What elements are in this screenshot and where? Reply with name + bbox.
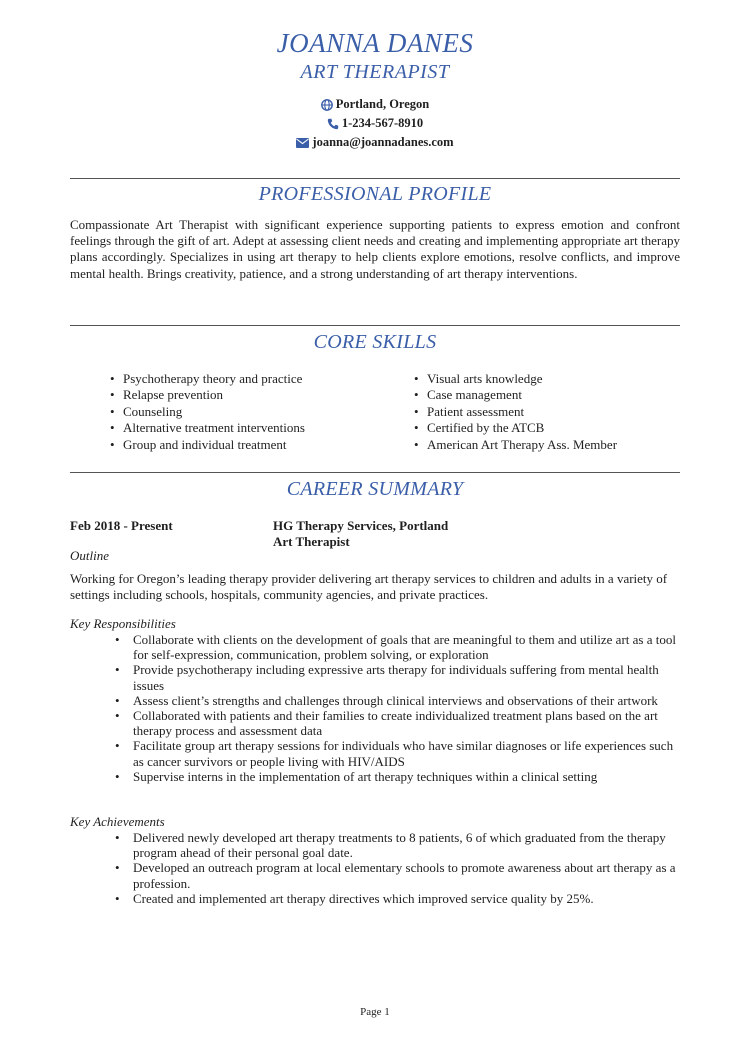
candidate-name: JOANNA DANES <box>276 28 474 58</box>
skills-heading: CORE SKILLS <box>313 331 437 353</box>
envelope-icon <box>296 138 309 148</box>
skill-item: • Visual arts knowledge <box>414 371 617 387</box>
phone-text: 1-234-567-8910 <box>341 116 424 130</box>
skills-list-left <box>110 371 305 453</box>
section-divider <box>70 472 680 473</box>
location-text: Portland, Oregon <box>335 97 430 111</box>
page-number: Page 1 <box>360 1006 390 1018</box>
list-item: • Facilitate group art therapy sessions for individuals who have similar diagnoses or life experiences such as cancer survivors or people living with HIV/AIDS <box>115 738 680 768</box>
profile-summary: Compassionate Art Therapist with significant experience supporting patients to express emotion and confront feelings through the gift of art. Adept at assessing client needs and creating and implementing appropriate art therapy plans accordingly. Specializes in using art therapy to help clients explore emotions, resolve conflicts, and improve mental health. Brings creativity, patience, and a strong understanding of art therapy interventions. <box>70 217 680 281</box>
responsibilities-label: Key Responsibilities <box>70 616 176 631</box>
skill-item: • American Art Therapy Ass. Member <box>414 437 617 453</box>
skill-item: • Relapse prevention <box>110 387 305 403</box>
globe-icon <box>321 99 333 111</box>
skill-item: • Alternative treatment interventions <box>110 420 305 436</box>
skills-list-right <box>414 371 617 453</box>
job-company: HG Therapy Services, Portland <box>273 518 449 533</box>
skill-item: • Certified by the ATCB <box>414 420 617 436</box>
job-role: Art Therapist <box>273 534 350 549</box>
list-item: • Supervise interns in the implementation of art therapy techniques within a clinical setting <box>115 769 680 784</box>
list-item: • Created and implemented art therapy directives which improved service quality by 25%. <box>115 891 680 906</box>
list-item: • Collaborate with clients on the development of goals that are meaningful to them and utilize art as a tool for self-expression, communication, problem solving, or exploration <box>115 632 680 662</box>
skill-item: • Group and individual treatment <box>110 437 305 453</box>
contact-email[interactable] <box>0 133 750 152</box>
skill-item: • Case management <box>414 387 617 403</box>
email-text[interactable]: joanna@joannadanes.com <box>312 135 454 149</box>
job-dates: Feb 2018 - Present <box>70 518 173 533</box>
skill-item: • Counseling <box>110 404 305 420</box>
list-item: • Developed an outreach program at local elementary schools to promote awareness about art therapy as a profession. <box>115 860 680 890</box>
outline-label: Outline <box>70 548 109 563</box>
contact-list <box>0 95 750 152</box>
phone-icon <box>327 118 339 130</box>
contact-phone <box>0 114 750 133</box>
skill-item: • Patient assessment <box>414 404 617 420</box>
contact-location <box>0 95 750 114</box>
section-divider <box>70 325 680 326</box>
list-item: • Provide psychotherapy including expressive arts therapy for individuals suffering from mental health issues <box>115 662 680 692</box>
section-divider <box>70 178 680 179</box>
career-heading: CAREER SUMMARY <box>286 478 464 500</box>
candidate-title: ART THERAPIST <box>300 61 450 83</box>
profile-heading: PROFESSIONAL PROFILE <box>258 183 492 205</box>
resume-header <box>0 28 750 152</box>
achievements-list <box>115 830 680 906</box>
job-outline: Working for Oregon’s leading therapy provider delivering art therapy services to children and adults in a variety of settings including schools, hospitals, community agencies, and private practices. <box>70 571 668 602</box>
achievements-label: Key Achievements <box>70 814 165 829</box>
list-item: • Collaborated with patients and their families to create individualized treatment plans based on the art therapy process and assessment data <box>115 708 680 738</box>
skill-item: • Psychotherapy theory and practice <box>110 371 305 387</box>
list-item: • Assess client’s strengths and challenges through clinical interviews and observations of their artwork <box>115 693 680 708</box>
responsibilities-list <box>115 632 680 784</box>
list-item: • Delivered newly developed art therapy treatments to 8 patients, 6 of which graduated from the therapy program ahead of their personal goal date. <box>115 830 680 860</box>
